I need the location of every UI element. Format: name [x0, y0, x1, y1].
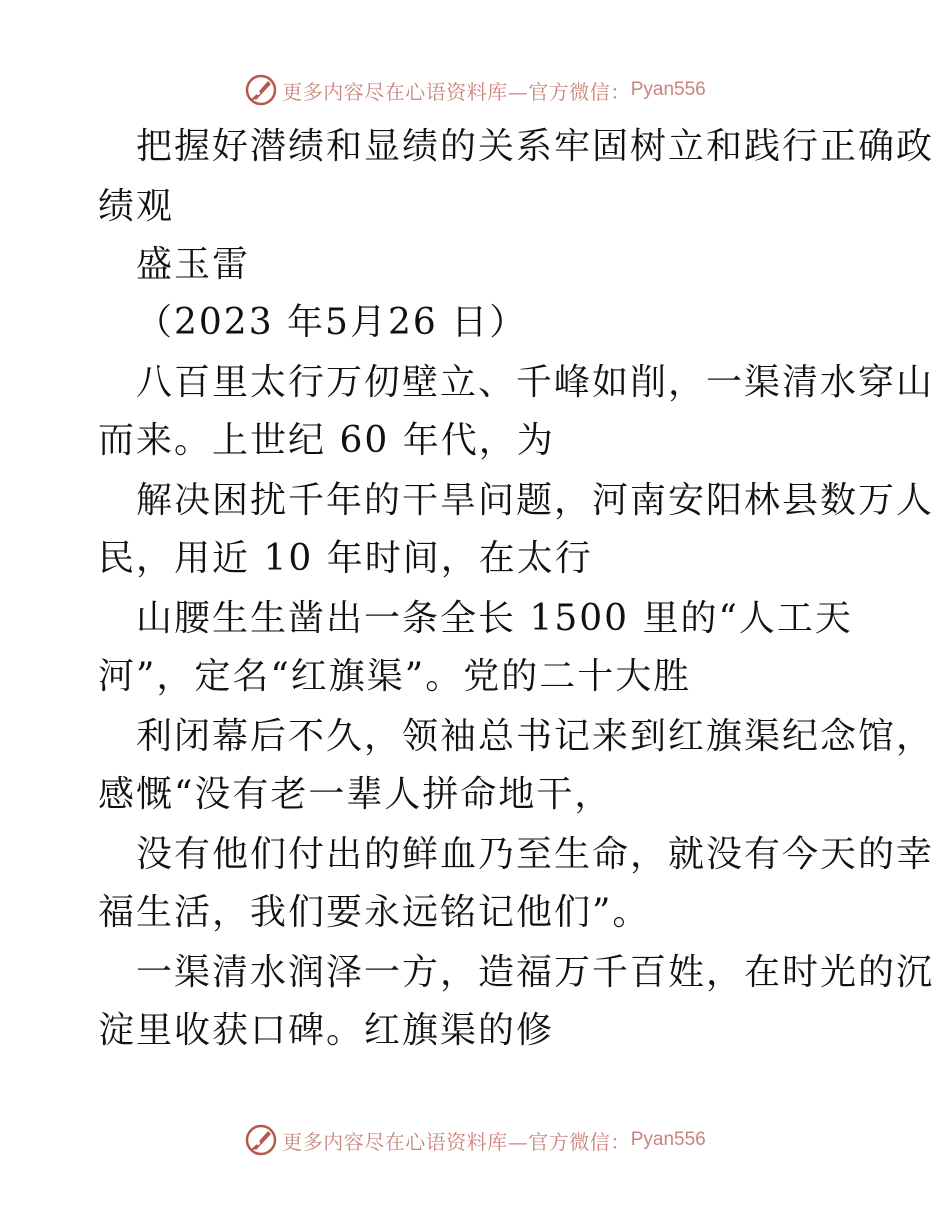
- paragraph-line: 山腰生生凿出一条全长 1500 里的“人工天: [136, 598, 853, 639]
- paragraph-line: 淀里收获口碑。红旗渠的修: [98, 1010, 555, 1051]
- watermark-text: 更多内容尽在心语资料库—官方微信：: [282, 79, 631, 104]
- paragraph-line: 没有他们付出的鲜血乃至生命，就没有今天的幸: [136, 834, 935, 875]
- quill-seal-icon: [244, 73, 278, 107]
- author-name: 盛玉雷: [136, 244, 251, 285]
- watermark-wechat-id: Pyan556: [630, 1129, 706, 1150]
- quill-seal-icon: [244, 1123, 278, 1157]
- footer-watermark: [0, 1120, 950, 1160]
- title-line: 把握好潜绩和显绩的关系牢固树立和践行正确政: [136, 126, 935, 167]
- watermark-wechat-id: Pyan556: [630, 79, 706, 100]
- paragraph-line: 河”，定名“红旗渠”。党的二十大胜: [98, 656, 692, 697]
- paragraph-line: 一渠清水润泽一方，造福万千百姓，在时光的沉: [136, 952, 935, 993]
- watermark-text: 更多内容尽在心语资料库—官方微信：: [282, 1129, 631, 1154]
- paragraph-line: 八百里太行万仞壁立、千峰如削，一渠清水穿山: [136, 362, 935, 403]
- publish-date: （2023 年5月26 日）: [136, 302, 528, 343]
- header-watermark: [0, 70, 950, 110]
- paragraph-line: 福生活，我们要永远铭记他们”。: [98, 892, 651, 933]
- title-line-continued: 绩观: [98, 186, 175, 227]
- paragraph-line: 利闭幕后不久，领袖总书记来到红旗渠纪念馆，: [136, 716, 935, 757]
- paragraph-line: 而来。上世纪 60 年代，为: [98, 420, 555, 461]
- paragraph-line: 感慨“没有老一辈人拼命地干，: [98, 774, 613, 815]
- paragraph-line: 解决困扰千年的干旱问题，河南安阳林县数万人: [136, 480, 935, 521]
- paragraph-line: 民，用近 10 年时间，在太行: [98, 538, 593, 579]
